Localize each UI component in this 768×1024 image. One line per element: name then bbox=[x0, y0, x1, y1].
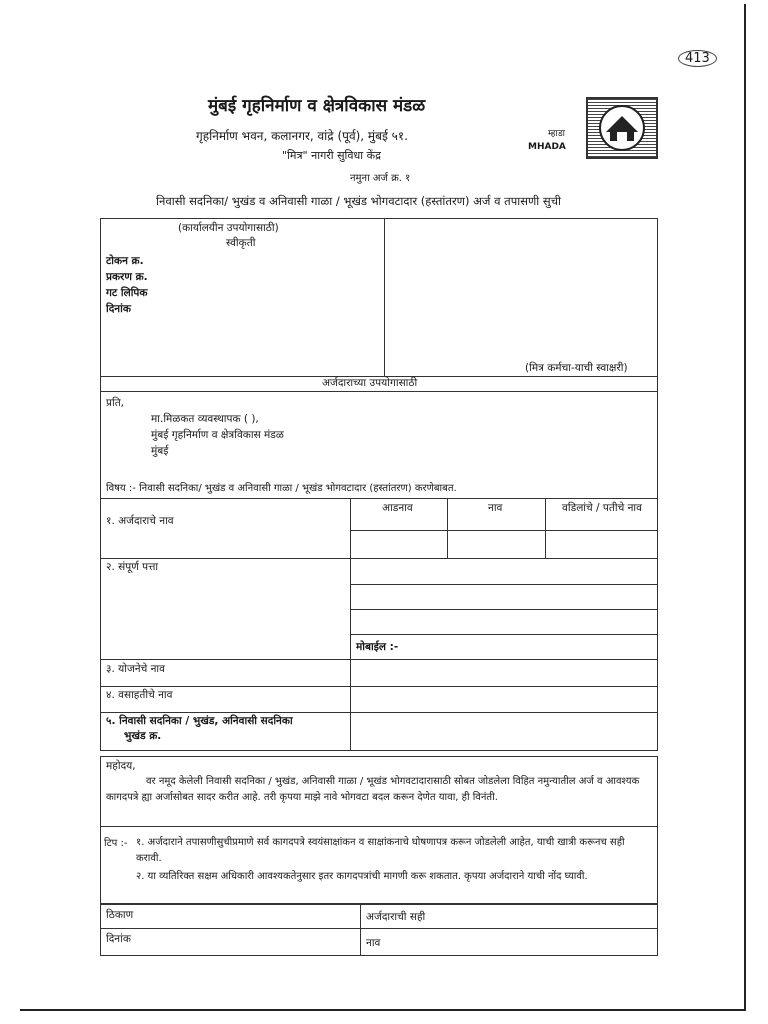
addressee-line-3: मुंबई bbox=[151, 445, 169, 457]
note-2: २. या व्यतिरिक्त सक्षम अधिकारी आवश्यकतेनुसार इतर कागदपत्रांची मागणी करू शकतात. कृपया अर्जदाराने याची नोंद घ्यावी. bbox=[136, 871, 588, 882]
salutation: महोदय, bbox=[106, 760, 136, 772]
scheme-name-label: ३. योजनेचे नाव bbox=[106, 663, 165, 675]
form-title: निवासी सदनिका/ भुखंड व अनिवासी गाळा / भूखंड भोगवटादार (हस्तांतरण) अर्ज व तपासणी सुची bbox=[156, 194, 561, 208]
address-field[interactable] bbox=[351, 559, 657, 634]
place-field[interactable] bbox=[140, 906, 358, 927]
colony-name-label: ४. वसाहतीचे नाव bbox=[106, 689, 173, 701]
footer-name-field[interactable] bbox=[390, 930, 656, 955]
mhada-logo-icon bbox=[586, 97, 658, 159]
office-use-heading: (कार्यालयीन उपयोगासाठी) bbox=[178, 222, 279, 234]
office-date-label: दिनांक bbox=[106, 303, 131, 315]
unit-number-label-line-1: ५. निवासी सदनिका / भुखंड, अनिवासी सदनिका bbox=[106, 715, 293, 727]
case-number-label: प्रकरण क्र. bbox=[106, 271, 148, 283]
surname-field[interactable] bbox=[351, 531, 446, 557]
applicant-name-label: १. अर्जदाराचे नाव bbox=[106, 515, 174, 527]
surname-column-header: आडनाव bbox=[382, 502, 413, 514]
facilitation-center: "मित्र" नागरी सुविधा केंद्र bbox=[282, 149, 381, 162]
footer-date-label: दिनांक bbox=[106, 933, 131, 945]
place-label: ठिकाण bbox=[106, 909, 134, 921]
subject-line: विषय :- निवासी सदनिका/ भुखंड व अनिवासी गाळा / भूखंड भोगवटादार (हस्तांतरण) करणेबाबत. bbox=[106, 483, 457, 494]
colony-name-field[interactable] bbox=[351, 687, 657, 711]
page-number: 413 bbox=[678, 50, 717, 67]
unit-number-label-line-2: भुखंड क्र. bbox=[124, 730, 162, 742]
footer-name-label: नाव bbox=[366, 937, 381, 949]
addressee-line-1: मा.मिळकत व्यवस्थापक ( ), bbox=[151, 413, 259, 425]
staff-signature-label: (मित्र कर्मचा-याची स्वाक्षरी) bbox=[525, 362, 628, 374]
applicant-signature-field[interactable] bbox=[450, 906, 656, 927]
mobile-field[interactable] bbox=[420, 636, 656, 658]
unit-number-field[interactable] bbox=[351, 713, 657, 750]
father-husband-name-field[interactable] bbox=[546, 531, 657, 557]
footer-date-field[interactable] bbox=[144, 930, 358, 955]
acknowledgement-label: स्वीकृती bbox=[226, 237, 256, 249]
token-number-label: टोकन क्र. bbox=[106, 255, 144, 267]
first-name-column-header: नाव bbox=[488, 502, 503, 514]
form-sheet bbox=[20, 4, 746, 1011]
org-title: मुंबई गृहनिर्माण व क्षेत्रविकास मंडळ bbox=[208, 96, 426, 116]
request-body: वर नमूद केलेली निवासी सदनिका / भुखंड, अनिवासी गाळा / भूखंड भोगवटादारासाठी सोबत जोडलेला विहित नमुन्यातील अर्ज व आवश्यक कागदपत्रे ह्या अर्जासोबत सादर करीत आहे. तरी कृपया माझे नावे भोगवटा बदल करून देणेत यावा, ही विनंती. bbox=[106, 776, 640, 803]
father-husband-name-column-header: वडिलांचे / पतीचे नाव bbox=[562, 502, 642, 514]
scheme-name-field[interactable] bbox=[351, 660, 657, 685]
logo-label-marathi: म्हाडा bbox=[548, 129, 565, 139]
note-1: १. अर्जदाराने तपासणीसुचीप्रमाणे सर्व कागदपत्रे स्वयंसाक्षांकन व साक्षांकनाचे घोषणापत्र करून जोडलेली आहेत, याची खात्री करूनच सही करावी. bbox=[136, 837, 625, 864]
group-clerk-label: गट लिपिक bbox=[106, 287, 148, 299]
addressee-line-2: मुंबई गृहनिर्माण व क्षेत्रविकास मंडळ bbox=[151, 429, 284, 441]
first-name-field[interactable] bbox=[448, 531, 544, 557]
form-number: नमुना अर्ज क्र. १ bbox=[350, 173, 411, 184]
full-address-label: २. संपूर्ण पत्ता bbox=[106, 561, 159, 573]
applicant-signature-label: अर्जदाराची सही bbox=[366, 911, 426, 923]
to-label: प्रति, bbox=[106, 397, 125, 409]
org-address: गृहनिर्माण भवन, कलानगर, वांद्रे (पूर्व), मुंबई ५१. bbox=[196, 129, 408, 143]
mobile-label: मोबाईल :- bbox=[356, 641, 399, 653]
logo-label-english: MHADA bbox=[528, 142, 566, 152]
note-label: टिप :- bbox=[104, 838, 128, 849]
applicant-use-heading: अर्जदाराच्या उपयोगासाठी bbox=[322, 377, 418, 389]
